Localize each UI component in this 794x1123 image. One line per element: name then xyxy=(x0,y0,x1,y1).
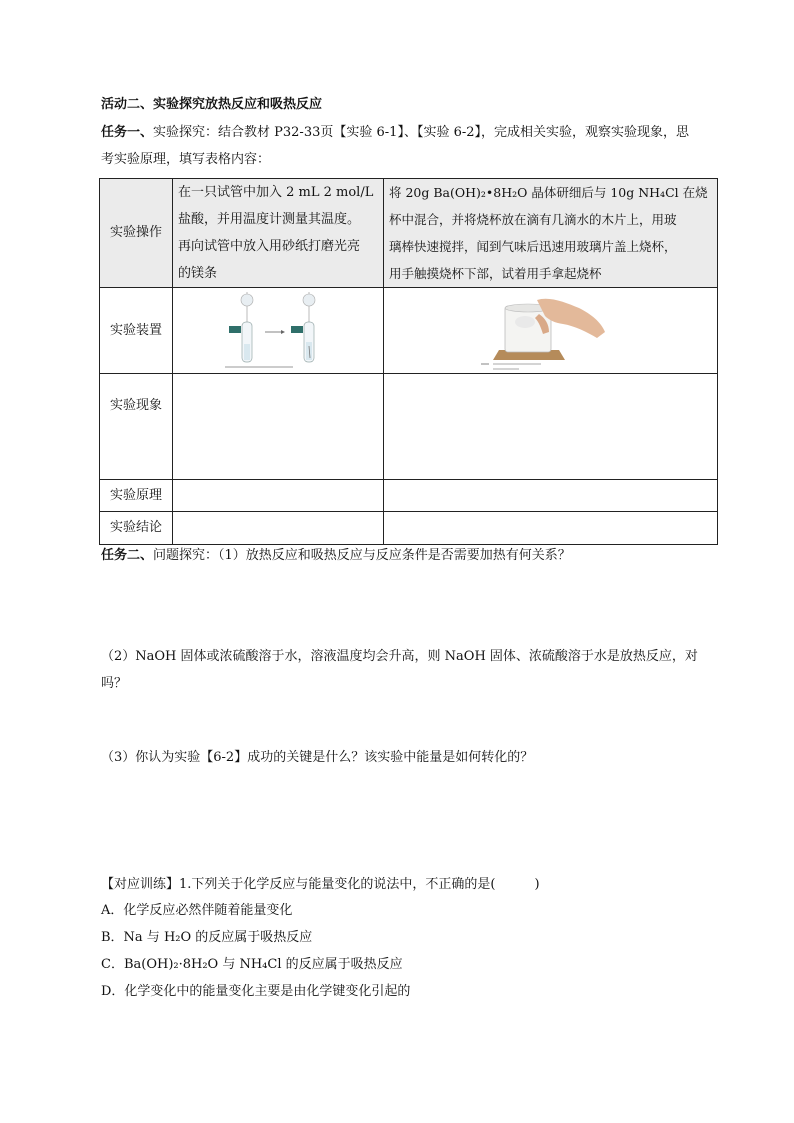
principle-cell-2[interactable] xyxy=(384,480,718,512)
task2-q2-line1: （2）NaOH 固体或浓硫酸溶于水，溶液温度均会升高，则 NaOH 固体、浓硫酸溶于水是放热反应，对 xyxy=(101,649,698,664)
row-label: 实验现象 xyxy=(100,374,173,480)
task1-line2: 考实验原理，填写表格内容： xyxy=(101,152,271,167)
task1-text-1: 实验探究：结合教材 P32-33页【实验 6-1】、【实验 6-2】，完成相关实验，观察实验现象，思 xyxy=(153,125,690,140)
task1-line1 xyxy=(101,123,689,143)
row-label: 实验原理 xyxy=(100,480,173,512)
operation-cell-1 xyxy=(173,179,384,288)
option-d[interactable]: D．化学变化中的能量变化主要是由化学键变化引起的 xyxy=(101,984,411,999)
row-phenomenon xyxy=(100,374,718,480)
op2-line: 璃棒快速搅拌，闻到气味后迅速用玻璃片盖上烧杯， xyxy=(389,239,677,254)
row-principle xyxy=(100,480,718,512)
op1-line: 在一只试管中加入 2 mL 2 mol/L xyxy=(178,185,374,200)
training-question: 【对应训练】1.下列关于化学反应与能量变化的说法中，不正确的是( ) xyxy=(101,877,540,892)
row-label: 实验结论 xyxy=(100,512,173,545)
row-label: 实验操作 xyxy=(100,179,173,288)
option-c[interactable]: C．Ba(OH)₂·8H₂O 与 NH₄Cl 的反应属于吸热反应 xyxy=(101,957,403,972)
op1-line: 的镁条 xyxy=(178,266,218,281)
task2-line xyxy=(101,546,571,566)
row-label: 实验装置 xyxy=(100,288,173,374)
option-a[interactable]: A．化学反应必然伴随着能量变化 xyxy=(101,903,293,918)
row-apparatus xyxy=(100,288,718,374)
op1-line: 再向试管中放入用砂纸打磨光亮 xyxy=(178,239,361,254)
principle-cell-1[interactable] xyxy=(173,480,384,512)
task2-q3: （3）你认为实验【6-2】成功的关键是什么？该实验中能量是如何转化的？ xyxy=(101,750,534,765)
task1-label: 任务一、 xyxy=(101,125,154,140)
row-operation xyxy=(100,179,718,288)
conclusion-cell-1[interactable] xyxy=(173,512,384,545)
beaker-hand-image xyxy=(479,292,609,372)
task2-q2-line2: 吗？ xyxy=(101,676,128,691)
op2-line: 将 20g Ba(OH)₂•8H₂O 晶体研细后与 10g NH₄Cl 在烧 xyxy=(389,185,708,200)
option-b[interactable]: B．Na 与 H₂O 的反应属于吸热反应 xyxy=(101,930,313,945)
op1-line: 盐酸，并用温度计测量其温度。 xyxy=(178,212,361,227)
op2-line: 杯中混合，并将烧杯放在滴有几滴水的木片上，用玻 xyxy=(389,212,677,227)
phenomenon-cell-1[interactable] xyxy=(173,374,384,480)
task2-label: 任务二、 xyxy=(101,548,154,563)
op2-line: 用手触摸烧杯下部，试着用手拿起烧杯 xyxy=(389,266,602,281)
task2-q1: 问题探究：（1）放热反应和吸热反应与反应条件是否需要加热有何关系？ xyxy=(153,548,571,563)
conclusion-cell-2[interactable] xyxy=(384,512,718,545)
test-tube-apparatus-image xyxy=(223,292,333,370)
experiment-table xyxy=(99,178,718,545)
row-conclusion xyxy=(100,512,718,545)
activity-title: 活动二、实验探究放热反应和吸热反应 xyxy=(101,97,323,112)
operation-cell-2 xyxy=(384,179,718,288)
apparatus-cell-2 xyxy=(384,288,718,374)
phenomenon-cell-2[interactable] xyxy=(384,374,718,480)
apparatus-cell-1 xyxy=(173,288,384,374)
